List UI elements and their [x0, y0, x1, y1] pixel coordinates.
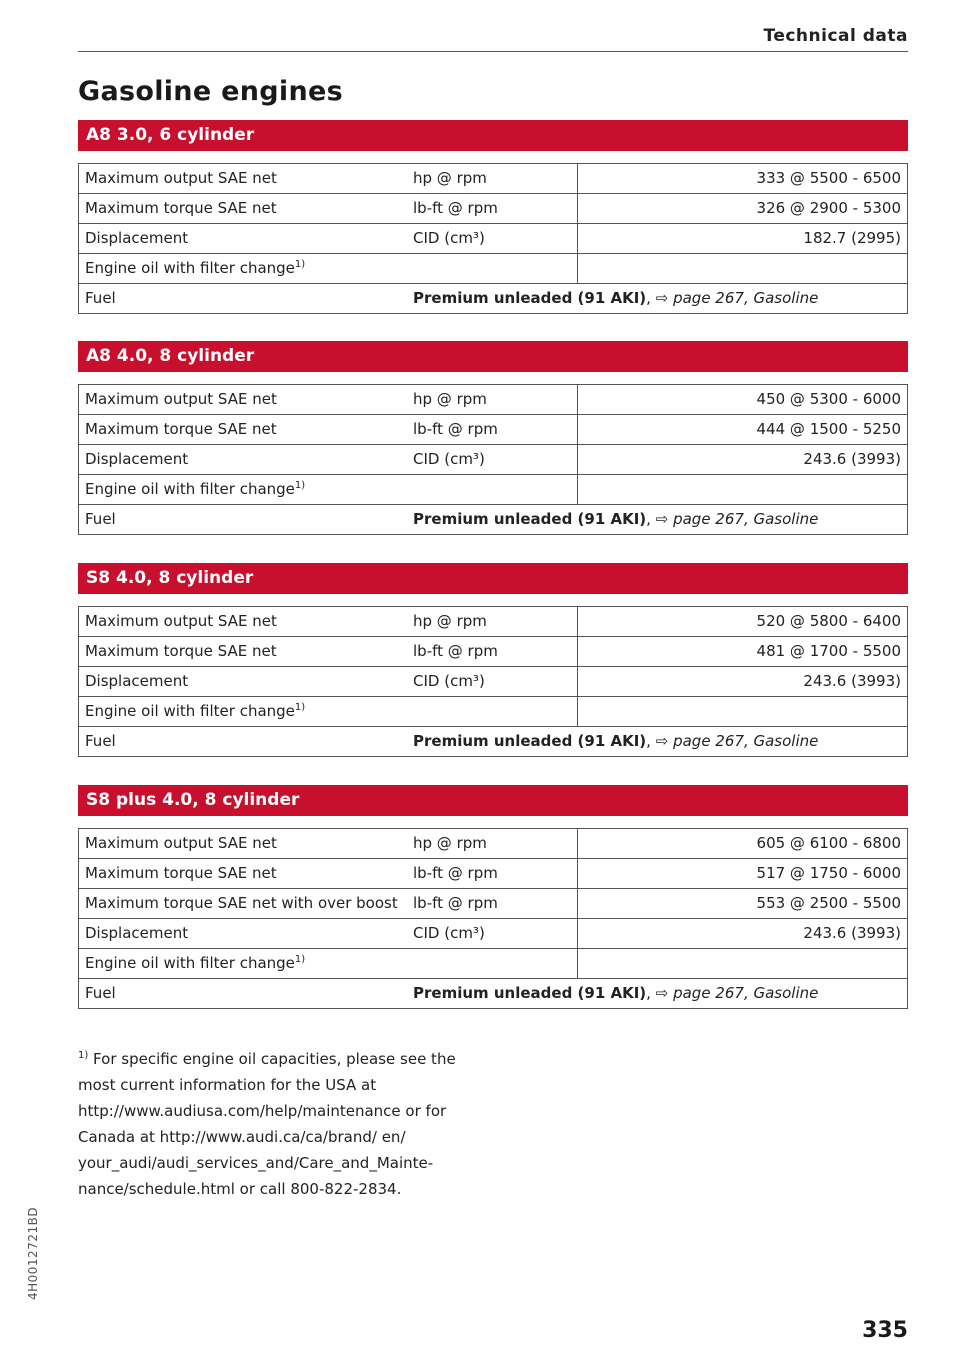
table-row	[79, 164, 908, 194]
table-row	[79, 667, 908, 697]
spec-unit: lb-ft @ rpm	[407, 889, 578, 919]
fuel-type: Premium unleaded (91 AKI)	[413, 289, 647, 307]
fuel-label: Fuel	[79, 979, 408, 1009]
spec-label	[79, 194, 408, 224]
spec-label	[79, 829, 408, 859]
fuel-row	[79, 505, 908, 535]
spec-label	[79, 949, 408, 979]
spec-unit: CID (cm³)	[407, 667, 578, 697]
engine-section	[78, 785, 908, 1009]
spec-unit	[407, 254, 578, 284]
footnote-marker: 1)	[78, 1050, 89, 1061]
spec-label-text: Maximum output SAE net	[85, 612, 277, 630]
spec-unit: hp @ rpm	[407, 164, 578, 194]
fuel-separator: ,	[646, 510, 651, 528]
spec-value: 326 @ 2900 - 5300	[578, 194, 908, 224]
section-header: A8 3.0, 6 cylinder	[78, 120, 908, 151]
section-header: S8 4.0, 8 cylinder	[78, 563, 908, 594]
arrow-right-icon: ⇨	[655, 510, 669, 528]
spec-table	[78, 384, 908, 535]
spec-label-text: Engine oil with filter change	[85, 480, 295, 498]
table-row	[79, 637, 908, 667]
spec-unit	[407, 697, 578, 727]
document-code: 4H0012721BD	[26, 1206, 40, 1300]
spec-value	[578, 254, 908, 284]
spec-label-text: Displacement	[85, 924, 189, 942]
table-row	[79, 475, 908, 505]
spec-value	[578, 475, 908, 505]
table-row	[79, 829, 908, 859]
spec-label-text: Maximum torque SAE net	[85, 199, 277, 217]
spec-label-text: Displacement	[85, 229, 189, 247]
table-row	[79, 254, 908, 284]
arrow-right-icon: ⇨	[655, 732, 669, 750]
fuel-value	[407, 505, 908, 535]
spec-value: 517 @ 1750 - 6000	[578, 859, 908, 889]
spec-label-text: Engine oil with filter change	[85, 954, 295, 972]
fuel-row	[79, 727, 908, 757]
spec-table	[78, 828, 908, 1009]
spec-unit: CID (cm³)	[407, 224, 578, 254]
spec-value: 605 @ 6100 - 6800	[578, 829, 908, 859]
spec-unit: CID (cm³)	[407, 445, 578, 475]
spec-value: 520 @ 5800 - 6400	[578, 607, 908, 637]
fuel-row	[79, 979, 908, 1009]
footnote-ref: 1)	[294, 259, 306, 270]
spec-label	[79, 697, 408, 727]
spec-label	[79, 607, 408, 637]
spec-unit: lb-ft @ rpm	[407, 415, 578, 445]
spec-value: 553 @ 2500 - 5500	[578, 889, 908, 919]
spec-label	[79, 859, 408, 889]
page-reference-link[interactable]: page 267, Gasoline	[673, 289, 819, 307]
spec-label-text: Displacement	[85, 672, 189, 690]
page-reference-link[interactable]: page 267, Gasoline	[673, 510, 819, 528]
spec-label	[79, 637, 408, 667]
spec-value: 450 @ 5300 - 6000	[578, 385, 908, 415]
engine-section	[78, 120, 908, 314]
fuel-type: Premium unleaded (91 AKI)	[413, 984, 647, 1002]
spec-label	[79, 889, 408, 919]
table-row	[79, 919, 908, 949]
engine-section	[78, 563, 908, 757]
spec-unit: lb-ft @ rpm	[407, 859, 578, 889]
page-title: Gasoline engines	[78, 76, 343, 107]
fuel-type: Premium unleaded (91 AKI)	[413, 510, 647, 528]
spec-label-text: Maximum torque SAE net with over boost	[85, 894, 398, 912]
spec-value: 243.6 (3993)	[578, 667, 908, 697]
spec-value	[578, 697, 908, 727]
spec-label-text: Maximum torque SAE net	[85, 864, 277, 882]
fuel-type: Premium unleaded (91 AKI)	[413, 732, 647, 750]
spec-value: 481 @ 1700 - 5500	[578, 637, 908, 667]
spec-label	[79, 415, 408, 445]
arrow-right-icon: ⇨	[655, 984, 669, 1002]
fuel-row	[79, 284, 908, 314]
spec-label	[79, 667, 408, 697]
table-row	[79, 194, 908, 224]
table-row	[79, 224, 908, 254]
spec-label	[79, 475, 408, 505]
spec-label	[79, 919, 408, 949]
spec-unit: lb-ft @ rpm	[407, 637, 578, 667]
table-row	[79, 859, 908, 889]
spec-label-text: Engine oil with filter change	[85, 702, 295, 720]
spec-unit: hp @ rpm	[407, 829, 578, 859]
spec-label	[79, 254, 408, 284]
section-header: S8 plus 4.0, 8 cylinder	[78, 785, 908, 816]
spec-value	[578, 949, 908, 979]
running-header: Technical data	[763, 26, 908, 46]
spec-unit: CID (cm³)	[407, 919, 578, 949]
spec-value: 243.6 (3993)	[578, 919, 908, 949]
table-row	[79, 889, 908, 919]
spec-value: 333 @ 5500 - 6500	[578, 164, 908, 194]
engine-section	[78, 341, 908, 535]
footnote-ref: 1)	[294, 954, 306, 965]
table-row	[79, 607, 908, 637]
spec-label-text: Engine oil with filter change	[85, 259, 295, 277]
section-header: A8 4.0, 8 cylinder	[78, 341, 908, 372]
spec-unit	[407, 475, 578, 505]
spec-label	[79, 224, 408, 254]
page-number: 335	[862, 1318, 908, 1343]
footnote-text: For specific engine oil capacities, please see the most current information for the USA at http://www.audiusa.com/help/maintenance or for Canada at http://www.audi.ca/ca/brand/ en/ your_audi/audi_services_and/Care_and_Mainte-nance/schedule.html or call 800-822-2834.	[78, 1050, 456, 1198]
spec-label-text: Maximum output SAE net	[85, 169, 277, 187]
spec-unit: hp @ rpm	[407, 385, 578, 415]
footnote	[78, 1046, 458, 1202]
footnote-ref: 1)	[294, 702, 306, 713]
fuel-value	[407, 727, 908, 757]
fuel-separator: ,	[646, 289, 651, 307]
table-row	[79, 415, 908, 445]
page-reference-link[interactable]: page 267, Gasoline	[673, 984, 819, 1002]
page-reference-link[interactable]: page 267, Gasoline	[673, 732, 819, 750]
spec-label-text: Maximum torque SAE net	[85, 642, 277, 660]
footnote-ref: 1)	[294, 480, 306, 491]
spec-value: 444 @ 1500 - 5250	[578, 415, 908, 445]
header-rule	[78, 51, 908, 52]
spec-table	[78, 606, 908, 757]
spec-label-text: Maximum output SAE net	[85, 390, 277, 408]
spec-label	[79, 385, 408, 415]
fuel-label: Fuel	[79, 727, 408, 757]
table-row	[79, 385, 908, 415]
fuel-separator: ,	[646, 732, 651, 750]
spec-label	[79, 445, 408, 475]
spec-label-text: Maximum torque SAE net	[85, 420, 277, 438]
fuel-separator: ,	[646, 984, 651, 1002]
spec-unit: hp @ rpm	[407, 607, 578, 637]
spec-label	[79, 164, 408, 194]
spec-value: 182.7 (2995)	[578, 224, 908, 254]
spec-label-text: Displacement	[85, 450, 189, 468]
spec-label-text: Maximum output SAE net	[85, 834, 277, 852]
spec-table	[78, 163, 908, 314]
spec-value: 243.6 (3993)	[578, 445, 908, 475]
spec-unit: lb-ft @ rpm	[407, 194, 578, 224]
spec-unit	[407, 949, 578, 979]
fuel-value	[407, 284, 908, 314]
table-row	[79, 445, 908, 475]
fuel-label: Fuel	[79, 505, 408, 535]
table-row	[79, 949, 908, 979]
fuel-value	[407, 979, 908, 1009]
fuel-label: Fuel	[79, 284, 408, 314]
table-row	[79, 697, 908, 727]
arrow-right-icon: ⇨	[655, 289, 669, 307]
